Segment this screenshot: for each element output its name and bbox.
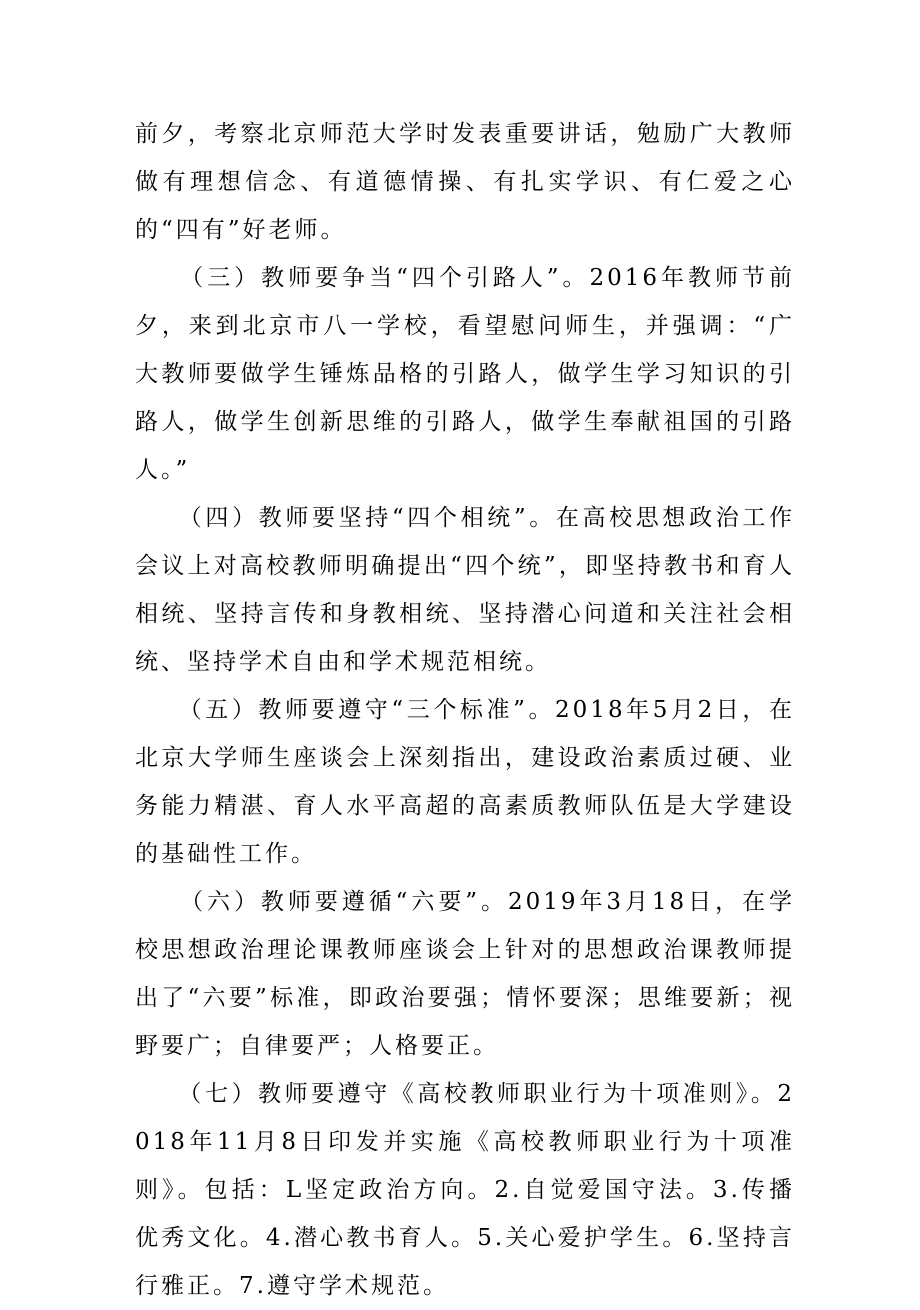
paragraph-section-seven: （七）教师要遵守《高校教师职业行为十项准则》。2018年11月8日印发并实施《高校教师职业行为十项准则》。包括：L坚定政治方向。2.自觉爱国守法。3.传播优秀文化。4.潜心教书育人。5.关心爱护学生。6.坚持言行雅正。7.遵守学术规范。 — [135, 1081, 796, 1299]
paragraph-continuation: 前夕，考察北京师范大学时发表重要讲话，勉励广大教师做有理想信念、有道德情操、有扎实学识、有仁爱之心的“四有”好老师。 — [135, 121, 795, 243]
paragraph-section-three: （三）教师要争当“四个引路人”。2016年教师节前夕，来到北京市八一学校，看望慰问师生，并强调：“广大教师要做学生锤炼品格的引路人，做学生学习知识的引路人，做学生创新思维的引路人，做学生奉献祖国的引路人。” — [135, 265, 795, 483]
paragraph-section-six: （六）教师要遵循“六要”。2019年3月18日，在学校思想政治理论课教师座谈会上针对的思想政治课教师提出了“六要”标准，即政治要强；情怀要深；思维要新；视野要广；自律要严；人格要正。 — [135, 889, 796, 1059]
paragraph-section-four: （四）教师要坚持“四个相统”。在高校思想政治工作会议上对高校教师明确提出“四个统”，即坚持教书和育人相统、坚持言传和身教相统、坚持潜心问道和关注社会相统、坚持学术自由和学术规范相统。 — [135, 505, 795, 675]
document-body — [135, 110, 795, 1310]
paragraph-section-five: （五）教师要遵守“三个标准”。2018年5月2日，在北京大学师生座谈会上深刻指出，建设政治素质过硬、业务能力精湛、育人水平高超的高素质教师队伍是大学建设的基础性工作。 — [135, 697, 795, 867]
